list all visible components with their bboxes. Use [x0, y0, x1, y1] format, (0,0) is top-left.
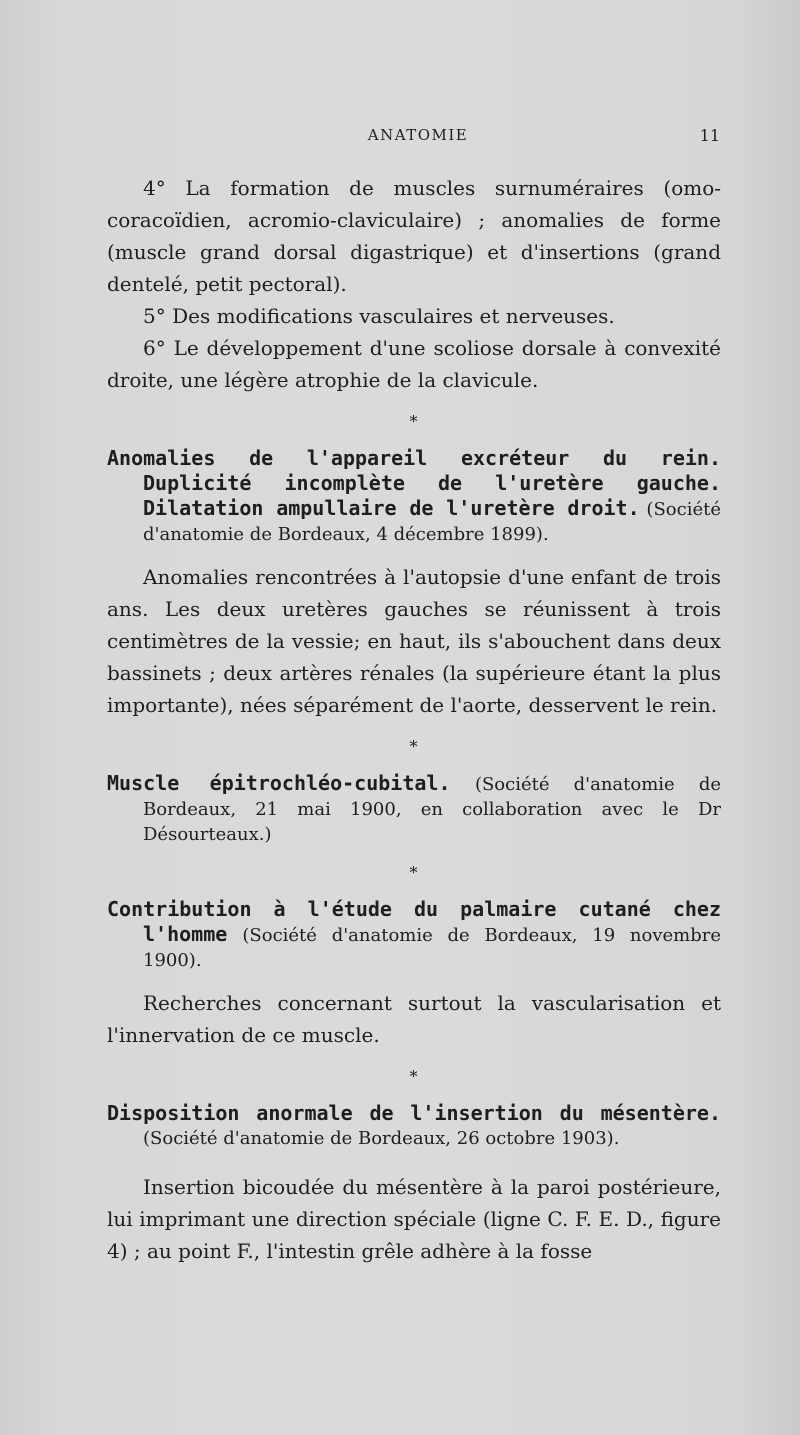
entry-heading-epitrochleo: [107, 771, 721, 847]
entry-heading-kidney: [107, 446, 721, 547]
entry-title: Contribution à l'étude du palmaire cutané chez l'homme: [107, 897, 721, 946]
list-item-5: 5° Des modifications vasculaires et nerveuses.: [143, 304, 615, 328]
running-title: ANATOMIE: [367, 126, 469, 144]
list-item-6: 6° Le développement d'une scoliose dorsale à convexité droite, une légère atrophie de la clavicule.: [107, 336, 721, 392]
entry-reference: (Société d'anatomie de Bordeaux, 19 novembre 1900).: [143, 925, 721, 971]
entry-reference: (Société d'anatomie de Bordeaux, 4 décembre 1899).: [143, 499, 721, 545]
entry-title: Disposition anormale de l'insertion du mésentère.: [107, 1101, 721, 1125]
page-header: [116, 122, 720, 152]
entry-title: Muscle épitrochléo-cubital.: [107, 771, 451, 795]
section-separator: *: [409, 412, 419, 431]
entry-reference: (Société d'anatomie de Bordeaux, 21 mai 1900, en collaboration avec le Dr Désourteaux.): [143, 774, 722, 845]
entry-heading-mesentere: [107, 1101, 721, 1151]
entry-description: Insertion bicoudée du mésentère à la paroi postérieure, lui imprimant une direction spéciale (ligne C. F. E. D., figure 4) ; au point F., l'intestin grêle adhère à la fosse: [107, 1175, 721, 1263]
list-item-4: 4° La formation de muscles surnuméraires (omo-coracoïdien, acromio-claviculaire) ; anomalies de forme (muscle grand dorsal digastrique) et d'insertions (grand dentelé, petit pectoral).: [107, 176, 721, 296]
page-body: [107, 172, 721, 1267]
entry-heading-palmaire: [107, 897, 721, 973]
page-number: 11: [699, 126, 720, 145]
entry-description: Anomalies rencontrées à l'autopsie d'une enfant de trois ans. Les deux uretères gauches se réunissent à trois centimètres de la vessie; en haut, ils s'abouchent dans deux bassinets ; deux artères rénales (la supérieure étant la plus importante), nées séparément de l'aorte, desservent le rein.: [107, 565, 721, 717]
section-separator: *: [409, 863, 419, 882]
section-separator: *: [409, 1067, 419, 1086]
entry-title: Anomalies de l'appareil excréteur du rein. Duplicité incomplète de l'uretère gauche. Dilatation ampullaire de l'uretère droit.: [107, 446, 721, 520]
entry-description: Recherches concernant surtout la vascularisation et l'innervation de ce muscle.: [107, 991, 721, 1047]
entry-reference: (Société d'anatomie de Bordeaux, 26 octobre 1903).: [143, 1128, 620, 1149]
section-separator: *: [409, 737, 419, 756]
